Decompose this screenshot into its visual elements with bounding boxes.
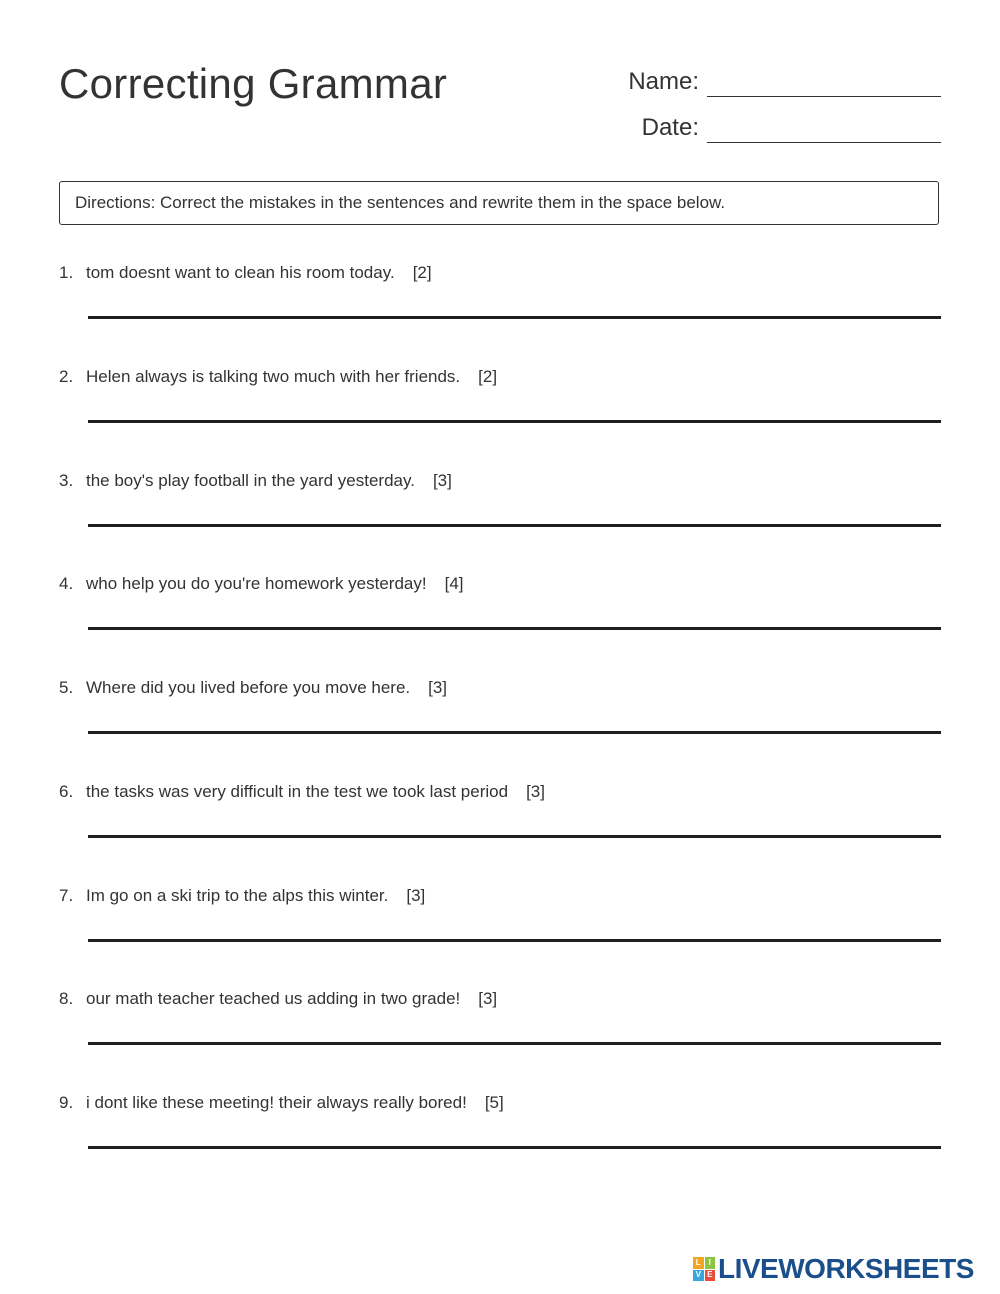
question-3 [59, 469, 941, 493]
answer-input-9[interactable] [88, 1146, 941, 1149]
question-text: our math teacher teached us adding in two grade! [86, 989, 461, 1008]
question-points: [3] [526, 782, 545, 801]
page-title: Correcting Grammar [59, 60, 448, 107]
question-text: Helen always is talking two much with her friends. [86, 367, 461, 386]
question-4 [59, 572, 941, 596]
question-number: 8. [59, 989, 74, 1008]
answer-input-2[interactable] [88, 420, 941, 423]
answer-input-5[interactable] [88, 731, 941, 734]
question-number: 2. [59, 367, 74, 386]
name-input[interactable] [707, 66, 941, 97]
question-text: i dont like these meeting! their always really bored! [86, 1093, 467, 1112]
question-5 [59, 676, 941, 700]
question-points: [2] [478, 367, 498, 386]
answer-input-8[interactable] [88, 1042, 941, 1045]
logo-text: LIVEWORKSHEETS [718, 1253, 974, 1284]
question-points: [3] [432, 471, 452, 490]
question-points: [3] [428, 678, 448, 697]
question-number: 9. [59, 1093, 74, 1112]
question-number: 4. [59, 574, 74, 593]
date-label: Date: [641, 114, 699, 141]
question-points: [3] [406, 886, 426, 905]
answer-input-3[interactable] [88, 524, 941, 527]
liveworksheets-logo [693, 1253, 974, 1285]
question-text: Where did you lived before you move here. [86, 678, 411, 697]
question-7 [59, 884, 941, 908]
answer-input-6[interactable] [88, 835, 941, 838]
question-6 [59, 780, 941, 804]
directions-text: Directions: Correct the mistakes in the sentences and rewrite them in the space below. [75, 193, 726, 212]
answer-input-4[interactable] [88, 627, 941, 630]
question-9 [59, 1091, 941, 1115]
question-number: 7. [59, 886, 74, 905]
question-1 [59, 261, 941, 285]
question-number: 3. [59, 471, 74, 490]
logo-badge-letter: L [693, 1257, 704, 1269]
question-text: tom doesnt want to clean his room today. [86, 263, 395, 282]
question-number: 5. [59, 678, 74, 697]
logo-badge-letter: I [705, 1257, 716, 1269]
question-text: the boy's play football in the yard yesterday. [86, 471, 415, 490]
question-points: [4] [444, 574, 464, 593]
question-points: [3] [478, 989, 498, 1008]
name-label: Name: [628, 68, 699, 95]
question-points: [5] [484, 1093, 504, 1112]
date-field-row [579, 112, 941, 143]
question-text: who help you do you're homework yesterday! [86, 574, 427, 593]
name-field-row [579, 66, 941, 97]
question-number: 6. [59, 782, 74, 801]
logo-badge-letter: V [693, 1270, 704, 1282]
directions-box [59, 181, 939, 225]
question-8 [59, 987, 941, 1011]
answer-input-7[interactable] [88, 939, 941, 942]
answer-input-1[interactable] [88, 316, 941, 319]
logo-badge-icon [693, 1257, 715, 1281]
question-text: the tasks was very difficult in the test we took last period [86, 782, 509, 801]
question-text: Im go on a ski trip to the alps this winter. [86, 886, 389, 905]
question-number: 1. [59, 263, 74, 282]
logo-badge-letter: E [705, 1270, 716, 1282]
question-points: [2] [412, 263, 432, 282]
question-2 [59, 365, 941, 389]
date-input[interactable] [707, 112, 941, 143]
